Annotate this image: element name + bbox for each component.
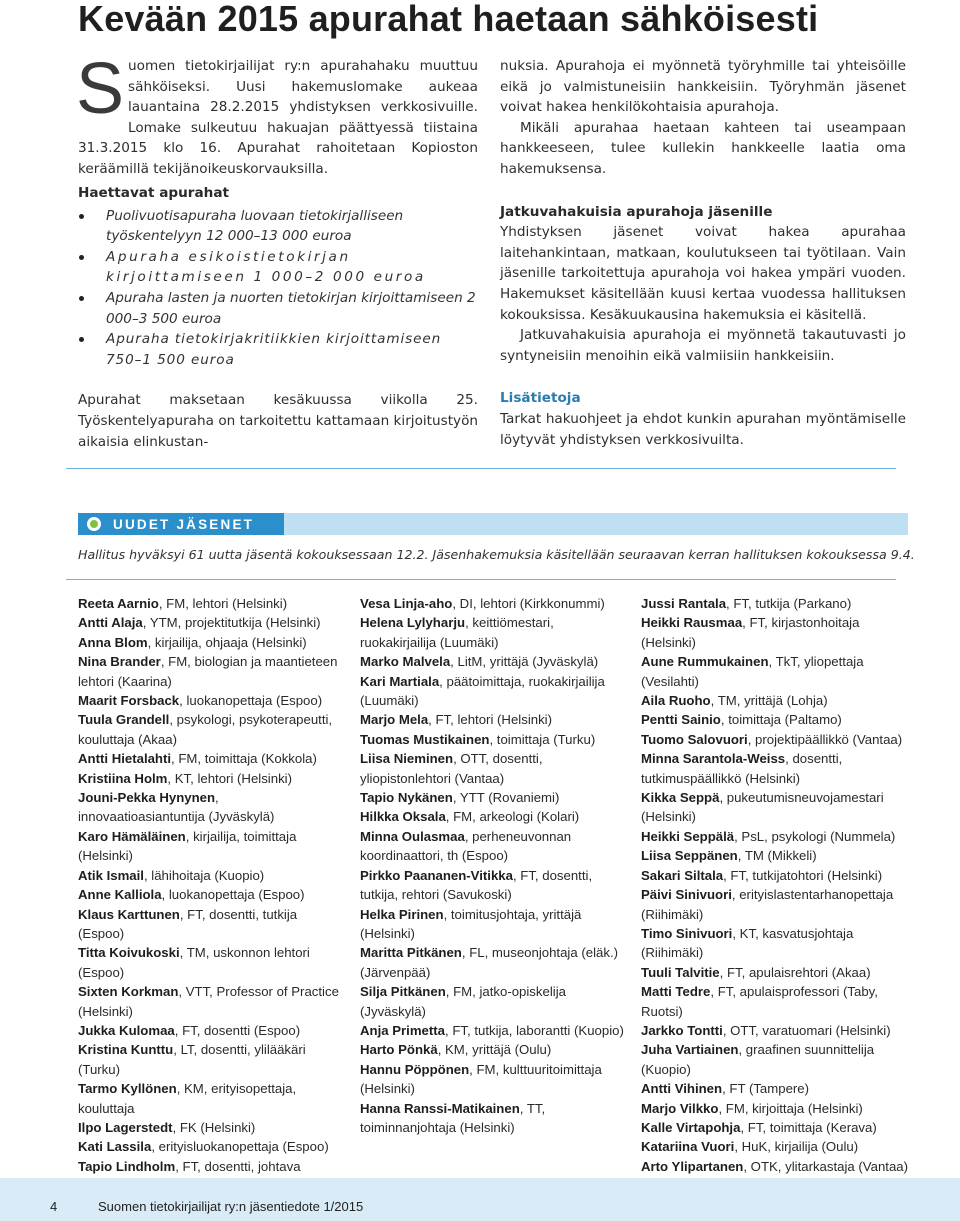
member-detail: , FM, arkeologi (Kolari) bbox=[445, 809, 580, 825]
member-entry bbox=[641, 1118, 909, 1137]
grants-heading: Haettavat apurahat bbox=[78, 185, 230, 201]
member-entry bbox=[78, 1040, 344, 1079]
member-entry bbox=[360, 788, 624, 807]
divider bbox=[66, 579, 896, 580]
member-name: Kikka Seppä bbox=[641, 790, 720, 806]
continuous-grants-heading: Jatkuvahakuisia apurahoja jäsenille bbox=[500, 203, 773, 220]
member-entry bbox=[78, 866, 344, 885]
member-name: Anja Primetta bbox=[360, 1022, 446, 1038]
member-entry bbox=[641, 827, 909, 846]
member-entry bbox=[641, 691, 909, 710]
member-name: Antti Alaja bbox=[78, 615, 143, 631]
member-entry bbox=[641, 846, 909, 865]
member-detail: , OTT, dosentti, yliopistonlehtori (Vantaa) bbox=[360, 751, 543, 786]
member-name: Kari Martiala bbox=[360, 673, 440, 689]
member-name: Tuomas Mustikainen bbox=[360, 731, 490, 747]
member-name: Kati Lassila bbox=[78, 1139, 152, 1155]
member-entry bbox=[641, 1137, 909, 1156]
member-entry bbox=[360, 1099, 624, 1138]
member-name: Karo Hämäläinen bbox=[78, 828, 186, 844]
member-detail: , TT, toiminnanjohtaja (Helsinki) bbox=[360, 1100, 546, 1135]
member-detail: , YTT (Rovaniemi) bbox=[452, 790, 560, 806]
member-list-column-1 bbox=[78, 594, 344, 1196]
member-name: Antti Vihinen bbox=[641, 1081, 723, 1097]
member-detail: , lähihoitaja (Kuopio) bbox=[143, 867, 265, 883]
member-name: Aune Rummukainen bbox=[641, 654, 769, 670]
member-detail: , FT, tutkija (Parkano) bbox=[726, 596, 852, 611]
member-detail: , FM, biologian ja maantieteen lehtori (Kaarina) bbox=[78, 654, 338, 689]
member-detail: , OTK, ylitarkastaja (Vantaa) bbox=[743, 1158, 909, 1174]
member-entry bbox=[78, 633, 344, 652]
member-entry bbox=[641, 866, 909, 885]
member-name: Atik Ismail bbox=[78, 867, 144, 883]
member-name: Matti Tedre bbox=[641, 984, 711, 1000]
member-name: Timo Sinivuori bbox=[641, 925, 733, 941]
member-name: Jussi Rantala bbox=[641, 596, 727, 611]
member-detail: , kirjailija, toimittaja (Helsinki) bbox=[78, 828, 297, 864]
member-name: Heikki Rausmaa bbox=[641, 615, 743, 631]
member-name: Hanna Ranssi-Matikainen bbox=[360, 1100, 520, 1116]
member-name: Marko Malvela bbox=[360, 654, 451, 670]
member-entry bbox=[641, 594, 909, 613]
member-detail: , toimitusjohtaja, yrittäjä (Helsinki) bbox=[360, 906, 582, 941]
member-detail: , toimittaja (Turku) bbox=[489, 731, 596, 747]
member-entry bbox=[641, 788, 909, 827]
member-entry bbox=[360, 807, 624, 826]
member-detail: , FT, dosentti, tutkija (Espoo) bbox=[78, 906, 298, 941]
member-detail: , FT, kirjastonhoitaja (Helsinki) bbox=[641, 615, 860, 650]
member-name: Sakari Siltala bbox=[641, 867, 724, 883]
member-name: Sixten Korkman bbox=[78, 984, 179, 1000]
member-detail: , FM, toimittaja (Kokkola) bbox=[171, 751, 317, 767]
member-entry bbox=[78, 885, 344, 904]
member-entry bbox=[78, 613, 344, 632]
member-name: Maritta Pitkänen bbox=[360, 945, 462, 961]
page-number: 4 bbox=[50, 1199, 58, 1214]
member-list-column-2 bbox=[360, 594, 624, 1137]
member-entry bbox=[641, 1079, 909, 1098]
member-detail: , FM, kulttuuritoimittaja (Helsinki) bbox=[360, 1061, 602, 1097]
continuous-grants-paragraph: Yhdistyksen jäsenet voivat hakea apurahaa laitehankintaan, matkaan, koulutukseen tai työtilaan. Vain jäsenille tarkoitettuja apurahoja voi hakea ympäri vuoden. Hakemukset käsitellään kuusi kertaa vuodessa hallituksen kokouksissa. Kesäkuukausina hakemuksia ei käsitellä. bbox=[500, 224, 906, 323]
article-title: Kevään 2015 apurahat haetaan sähköisesti bbox=[78, 0, 819, 39]
member-detail: , graafinen suunnittelija (Kuopio) bbox=[641, 1042, 875, 1077]
grant-item: Puolivuotisapuraha luovaan tietokirjalliseen työskentelyyn 12 000–13 000 euroa bbox=[78, 206, 478, 247]
publication-title: Suomen tietokirjailijat ry:n jäsentiedote 1/2015 bbox=[98, 1199, 364, 1214]
member-detail: , VTT, Professor of Practice (Helsinki) bbox=[78, 984, 339, 1019]
member-entry bbox=[641, 730, 909, 749]
member-name: Reeta Aarnio bbox=[78, 596, 159, 611]
intro-text: uomen tietokirjailijat ry:n apurahahaku muuttuu sähköiseksi. Uusi hakemuslomake aukeaa lauantaina 28.2.2015 yhdistyksen verkkosivuille. Lomake sulkeutuu hakuajan päättyessä tiistaina 31.3.2015 klo 16. Apurahat rahoitetaan Kopioston keräämillä tekijänoikeuskorvauksilla. bbox=[78, 58, 478, 177]
member-entry bbox=[360, 710, 624, 729]
member-entry bbox=[641, 652, 909, 691]
member-detail: , pukeutumisneuvojamestari (Helsinki) bbox=[641, 790, 884, 825]
member-entry bbox=[360, 1040, 624, 1059]
member-name: Tuomo Salovuori bbox=[641, 731, 748, 747]
member-entry bbox=[360, 905, 624, 944]
member-name: Tapio Nykänen bbox=[360, 790, 453, 806]
member-entry bbox=[641, 885, 909, 924]
member-name: Silja Pitkänen bbox=[360, 984, 446, 1000]
grant-item: Apuraha lasten ja nuorten tietokirjan kirjoittamiseen 2 000–3 500 euroa bbox=[78, 288, 478, 329]
member-entry bbox=[360, 749, 624, 788]
member-name: Ilpo Lagerstedt bbox=[78, 1119, 173, 1135]
member-entry bbox=[641, 963, 909, 982]
member-entry bbox=[641, 1099, 909, 1118]
member-detail: , FM, kirjoittaja (Helsinki) bbox=[718, 1100, 863, 1116]
member-entry bbox=[78, 827, 344, 866]
member-name: Harto Pönkä bbox=[360, 1042, 438, 1058]
member-name: Liisa Seppänen bbox=[641, 848, 738, 864]
member-name: Heikki Seppälä bbox=[641, 828, 735, 844]
member-name: Kalle Virtapohja bbox=[641, 1119, 741, 1135]
member-detail: , psykologi, psykoterapeutti, kouluttaja (Akaa) bbox=[78, 712, 333, 747]
member-name: Kristiina Holm bbox=[78, 770, 168, 786]
member-detail: , dosentti, tutkimuspäällikkö (Helsinki) bbox=[641, 751, 843, 786]
member-detail: , FT, lehtori (Helsinki) bbox=[428, 712, 552, 728]
member-detail: , FT, dosentti, tutkija, rehtori (Savukoski) bbox=[360, 867, 593, 903]
member-detail: , FT, tutkijatohtori (Helsinki) bbox=[723, 867, 883, 883]
member-detail: , FT, dosentti (Espoo) bbox=[174, 1022, 301, 1038]
member-detail: , FM, jatko-opiskelija (Jyväskylä) bbox=[360, 984, 566, 1019]
member-name: Marjo Vilkko bbox=[641, 1100, 719, 1116]
member-detail: , erityislastentarhanopettaja (Riihimäki) bbox=[641, 887, 894, 922]
member-name: Tuuli Talvitie bbox=[641, 964, 720, 980]
member-name: Pentti Sainio bbox=[641, 712, 721, 728]
member-detail: , FM, lehtori (Helsinki) bbox=[158, 596, 288, 611]
payment-paragraph-continued: nuksia. Apurahoja ei myönnetä työryhmille tai yhteisöille eikä jo valmistuneisiin hankkeisiin. Työryhmän jäsenet voivat hakea henkilökohtaisia apurahoja. bbox=[500, 58, 906, 116]
member-entry bbox=[360, 730, 624, 749]
member-entry bbox=[78, 652, 344, 691]
member-entry bbox=[78, 788, 344, 827]
member-detail: , DI, lehtori (Kirkkonummi) bbox=[452, 596, 605, 611]
member-list-column-3 bbox=[641, 594, 909, 1176]
member-name: Tarmo Kyllönen bbox=[78, 1081, 177, 1097]
member-entry bbox=[360, 827, 624, 866]
member-entry bbox=[78, 749, 344, 768]
bullet-dot-icon bbox=[87, 517, 101, 531]
member-entry bbox=[360, 672, 624, 711]
member-detail: , KM, erityisopettaja, kouluttaja bbox=[78, 1081, 297, 1116]
member-name: Jukka Kulomaa bbox=[78, 1022, 175, 1038]
member-entry bbox=[78, 943, 344, 982]
member-detail: , FK (Helsinki) bbox=[172, 1119, 256, 1135]
member-detail: , erityisluokanopettaja (Espoo) bbox=[151, 1139, 329, 1155]
member-entry bbox=[641, 1157, 909, 1176]
member-entry bbox=[360, 1060, 624, 1099]
member-name: Titta Koivukoski bbox=[78, 945, 180, 961]
intro-paragraph bbox=[76, 49, 478, 180]
member-detail: , FL, museonjohtaja (eläk.) (Järvenpää) bbox=[360, 945, 619, 980]
member-name: Anne Kalliola bbox=[78, 887, 162, 903]
multi-project-paragraph: Mikäli apurahaa haetaan kahteen tai useampaan hankkeeseen, tulee kullekin hankkeelle laatia oma hakemuksensa. bbox=[500, 119, 906, 177]
grant-list-section bbox=[78, 183, 478, 452]
member-detail: , luokanopettaja (Espoo) bbox=[161, 887, 305, 903]
member-entry bbox=[78, 710, 344, 749]
member-name: Nina Brander bbox=[78, 654, 161, 670]
member-entry bbox=[641, 924, 909, 963]
section-header-tab bbox=[78, 513, 284, 535]
member-name: Tapio Lindholm bbox=[78, 1158, 176, 1174]
member-detail: , TM, yrittäjä (Lohja) bbox=[710, 693, 828, 709]
member-name: Liisa Nieminen bbox=[360, 751, 454, 767]
member-name: Hilkka Oksala bbox=[360, 809, 446, 825]
member-name: Jarkko Tontti bbox=[641, 1022, 723, 1038]
member-entry bbox=[641, 1040, 909, 1079]
member-detail: , OTT, varatuomari (Helsinki) bbox=[722, 1022, 891, 1038]
member-detail: , FT, apulaisprofessori (Taby, Ruotsi) bbox=[641, 984, 878, 1019]
member-name: Klaus Karttunen bbox=[78, 906, 180, 922]
member-entry bbox=[78, 1079, 344, 1118]
member-detail: , KM, yrittäjä (Oulu) bbox=[437, 1042, 552, 1058]
member-detail: , LitM, yrittäjä (Jyväskylä) bbox=[450, 654, 599, 670]
member-detail: , PsL, psykologi (Nummela) bbox=[734, 828, 896, 844]
grant-item: Apuraha esikoistietokirjan kirjoittamiseen 1 000–2 000 euroa bbox=[78, 247, 478, 288]
member-detail: , innovaatioasiantuntija (Jyväskylä) bbox=[78, 790, 275, 825]
right-column bbox=[500, 56, 906, 450]
member-detail: , TM (Mikkeli) bbox=[737, 848, 817, 864]
member-detail: , FT, dosentti, johtava bbox=[175, 1158, 301, 1174]
member-detail: , keittiömestari, ruokakirjailija (Luumäki) bbox=[360, 615, 554, 650]
continuous-grants-note: Jatkuvahakuisia apurahoja ei myönnetä takautuvasti jo syntyneisiin menoihin eikä valmiisiin hankkeisiin. bbox=[500, 327, 906, 364]
grant-list bbox=[78, 206, 478, 371]
member-name: Kristina Kunttu bbox=[78, 1042, 174, 1058]
member-name: Antti Hietalahti bbox=[78, 751, 172, 767]
member-name: Päivi Sinivuori bbox=[641, 887, 732, 903]
member-name: Arto Ylipartanen bbox=[641, 1158, 744, 1174]
payment-paragraph: Apurahat maksetaan kesäkuussa viikolla 25. Työskentelyapuraha on tarkoitettu kattamaan kirjoitustyön aikaisia elinkustan- bbox=[78, 392, 478, 450]
member-entry bbox=[360, 613, 624, 652]
member-entry bbox=[641, 749, 909, 788]
member-name: Jouni-Pekka Hynynen bbox=[78, 790, 216, 806]
member-name: Minna Sarantola-Weiss bbox=[641, 751, 786, 767]
member-entry bbox=[641, 982, 909, 1021]
member-detail: , FT, toimittaja (Kerava) bbox=[740, 1119, 877, 1135]
member-name: Helka Pirinen bbox=[360, 906, 444, 922]
member-detail: , FT, tutkija, laborantti (Kuopio) bbox=[445, 1022, 624, 1038]
divider bbox=[66, 468, 896, 469]
member-entry bbox=[78, 1137, 344, 1156]
member-entry bbox=[360, 652, 624, 671]
member-entry bbox=[78, 769, 344, 788]
member-name: Juha Vartiainen bbox=[641, 1042, 739, 1058]
member-detail: , kirjailija, ohjaaja (Helsinki) bbox=[147, 634, 307, 650]
member-detail: , YTM, projektitutkija (Helsinki) bbox=[142, 615, 321, 631]
member-entry bbox=[78, 691, 344, 710]
grant-item: Apuraha tietokirjakritiikkien kirjoittamiseen 750–1 500 euroa bbox=[78, 329, 478, 370]
member-detail: , TkT, yliopettaja (Vesilahti) bbox=[641, 654, 864, 689]
more-info-text: Tarkat hakuohjeet ja ehdot kunkin apurahan myöntämiselle löytyvät yhdistyksen verkkosivuilta. bbox=[500, 410, 906, 448]
member-detail: , LT, dosentti, ylilääkäri (Turku) bbox=[78, 1042, 306, 1077]
more-info-heading: Lisätietoja bbox=[500, 390, 581, 407]
section-title: UUDET JÄSENET bbox=[113, 516, 255, 532]
board-note: Hallitus hyväksyi 61 uutta jäsentä kokouksessaan 12.2. Jäsenhakemuksia käsitellään seuraavan kerran hallituksen kokouksessa 9.4. bbox=[78, 547, 915, 562]
member-entry bbox=[360, 866, 624, 905]
member-detail: , HuK, kirjailija (Oulu) bbox=[734, 1139, 859, 1155]
member-entry bbox=[641, 710, 909, 729]
member-name: Marjo Mela bbox=[360, 712, 429, 728]
member-name: Tuula Grandell bbox=[78, 712, 170, 728]
member-entry bbox=[641, 613, 909, 652]
member-name: Vesa Linja-aho bbox=[360, 596, 453, 611]
member-detail: , perheneuvonnan koordinaattori, th (Espoo) bbox=[360, 828, 572, 864]
member-name: Minna Oulasmaa bbox=[360, 828, 465, 844]
member-entry bbox=[78, 594, 344, 613]
drop-cap: S bbox=[76, 49, 125, 129]
member-detail: , TM, uskonnon lehtori (Espoo) bbox=[78, 945, 310, 980]
member-detail: , FT (Tampere) bbox=[722, 1081, 810, 1097]
member-detail: , FT, apulaisrehtori (Akaa) bbox=[719, 964, 871, 980]
member-name: Aila Ruoho bbox=[641, 693, 711, 709]
member-name: Pirkko Paananen-Vitikka bbox=[360, 867, 513, 883]
member-name: Anna Blom bbox=[78, 634, 148, 650]
member-name: Katariina Vuori bbox=[641, 1139, 735, 1155]
member-detail: , luokanopettaja (Espoo) bbox=[179, 693, 323, 709]
member-entry bbox=[360, 943, 624, 982]
member-name: Helena Lylyharju bbox=[360, 615, 466, 631]
member-detail: , päätoimittaja, ruokakirjailija (Luumäki) bbox=[360, 673, 605, 709]
member-entry bbox=[78, 1118, 344, 1137]
member-detail: , toimittaja (Paltamo) bbox=[720, 712, 842, 728]
member-name: Maarit Forsback bbox=[78, 693, 180, 709]
member-entry bbox=[360, 1021, 624, 1040]
member-entry bbox=[641, 1021, 909, 1040]
member-detail: , projektipäällikkö (Vantaa) bbox=[747, 731, 903, 747]
member-name: Hannu Pöppönen bbox=[360, 1061, 470, 1077]
member-entry bbox=[78, 905, 344, 944]
member-entry bbox=[78, 982, 344, 1021]
member-entry bbox=[78, 1021, 344, 1040]
member-entry bbox=[360, 594, 624, 613]
member-entry bbox=[360, 982, 624, 1021]
member-detail: , KT, lehtori (Helsinki) bbox=[167, 770, 292, 786]
member-detail: , KT, kasvatusjohtaja (Riihimäki) bbox=[641, 925, 854, 961]
